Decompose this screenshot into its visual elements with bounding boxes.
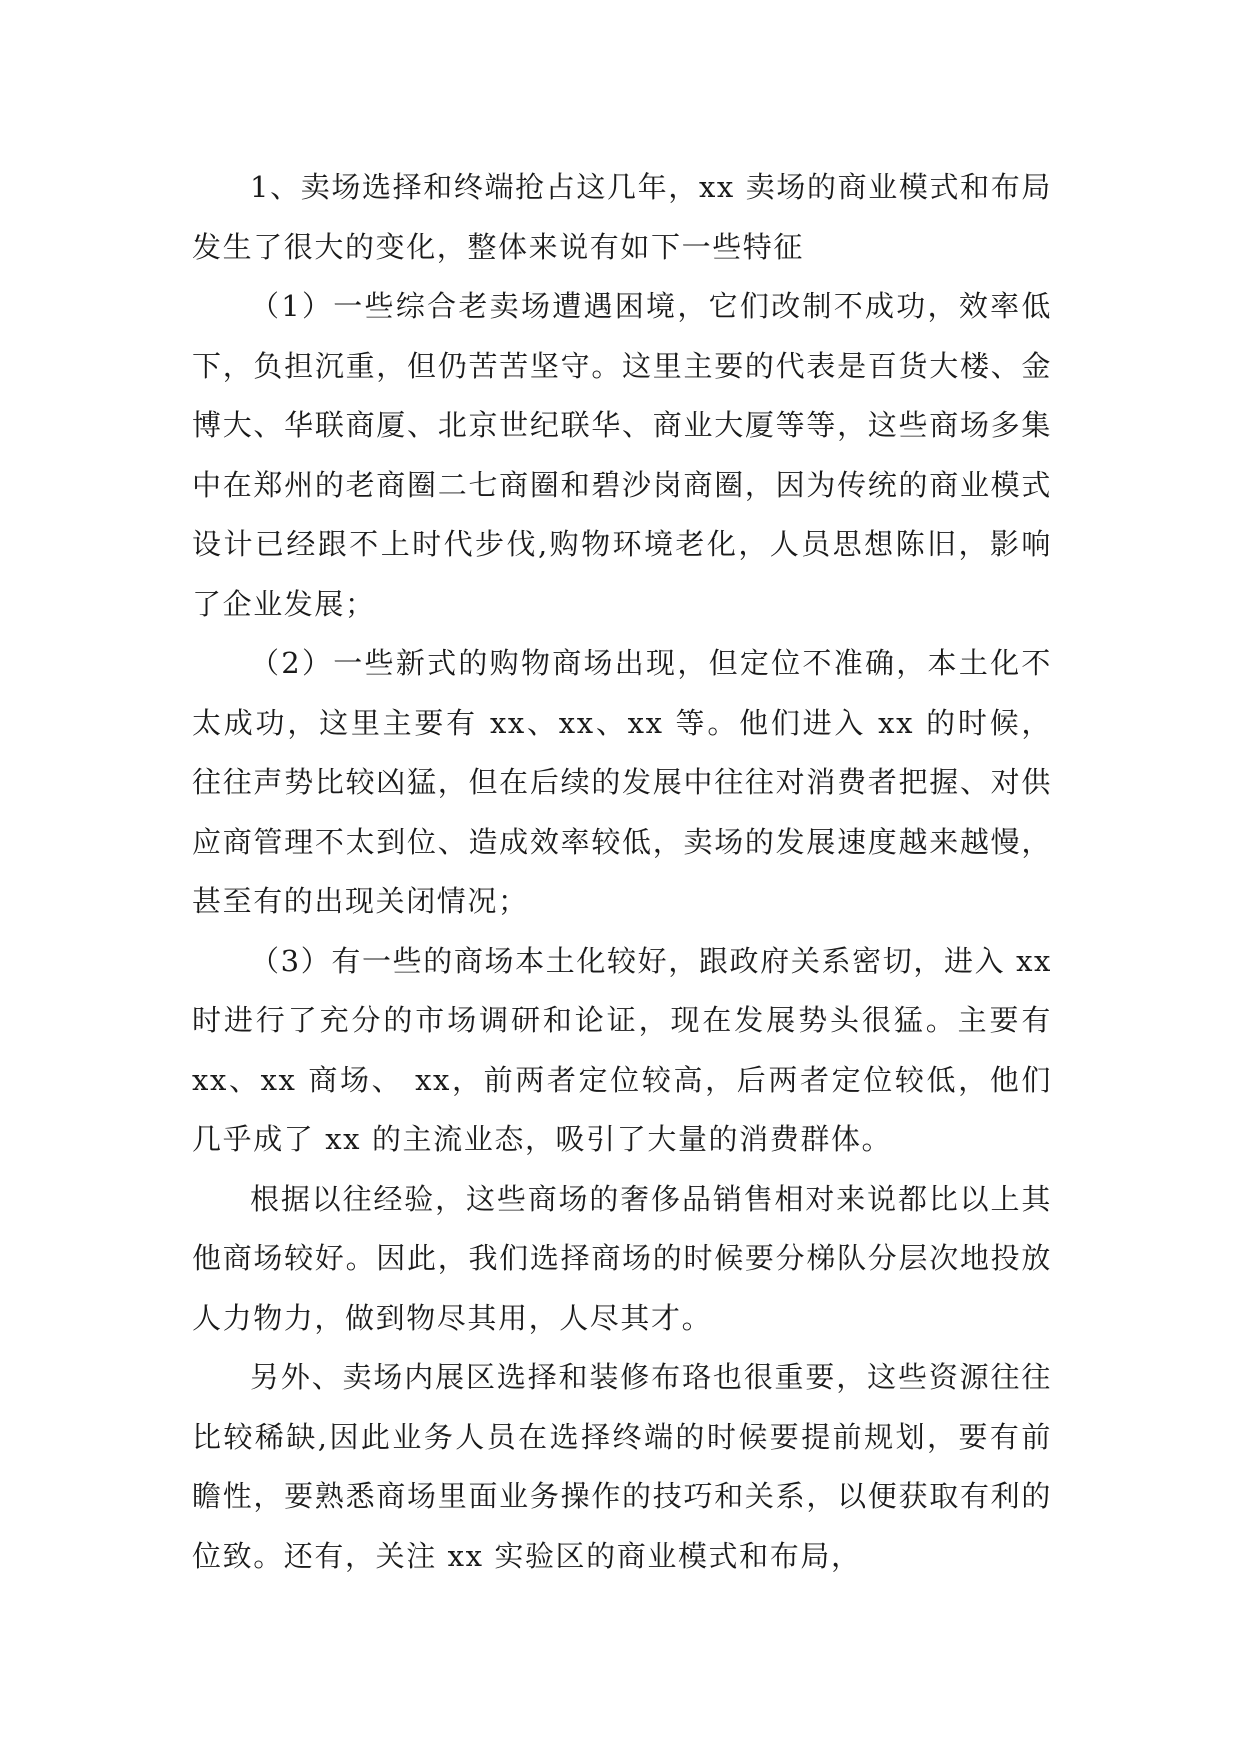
document-body [192,158,1063,1586]
paragraph-terminal-selection: 1、卖场选择和终端抢占这几年，xx 卖场的商业模式和布局发生了很大的变化，整体来说有如下一些特征 [192,170,1052,264]
paragraph-old-malls: （1）一些综合老卖场遭遇困境，它们改制不成功，效率低下，负担沉重，但仍苦苦坚守。这里主要的代表是百货大楼、金博大、华联商厦、北京世纪联华、商业大厦等等，这些商场多集中在郑州的老商圈二七商圈和碧沙岗商圈，因为传统的商业模式设计已经跟不上时代步伐,购物环境老化，人员思想陈旧，影响了企业发展； [192,289,1052,621]
paragraph-localized-malls: （3）有一些的商场本土化较好，跟政府关系密切，进入 xx 时进行了充分的市场调研和论证，现在发展势头很猛。主要有 xx、xx 商场、 xx，前两者定位较高，后两者定位较低，他们几乎成了 xx 的主流业态，吸引了大量的消费群体。 [192,943,1063,1156]
paragraph-exhibition-area: 另外、卖场内展区选择和装修布珞也很重要，这些资源往往比较稀缺,因此业务人员在选择终端的时候要提前规划，要有前瞻性，要熟悉商场里面业务操作的技巧和关系，以便获取有利的位致。还有，关注 xx 实验区的商业模式和布局， [192,1360,1052,1573]
paragraph-new-malls: （2）一些新式的购物商场出现，但定位不准确，本土化不太成功，这里主要有 xx、xx、xx 等。他们进入 xx 的时候，往往声势比较凶猛，但在后续的发展中往往对消费者把握、对供应商管理不太到位、造成效率较低，卖场的发展速度越来越慢，甚至有的出现关闭情况； [192,646,1052,918]
paragraph-experience: 根据以往经验，这些商场的奢侈品销售相对来说都比以上其他商场较好。因此，我们选择商场的时候要分梯队分层次地投放人力物力，做到物尽其用，人尽其才。 [192,1181,1052,1335]
